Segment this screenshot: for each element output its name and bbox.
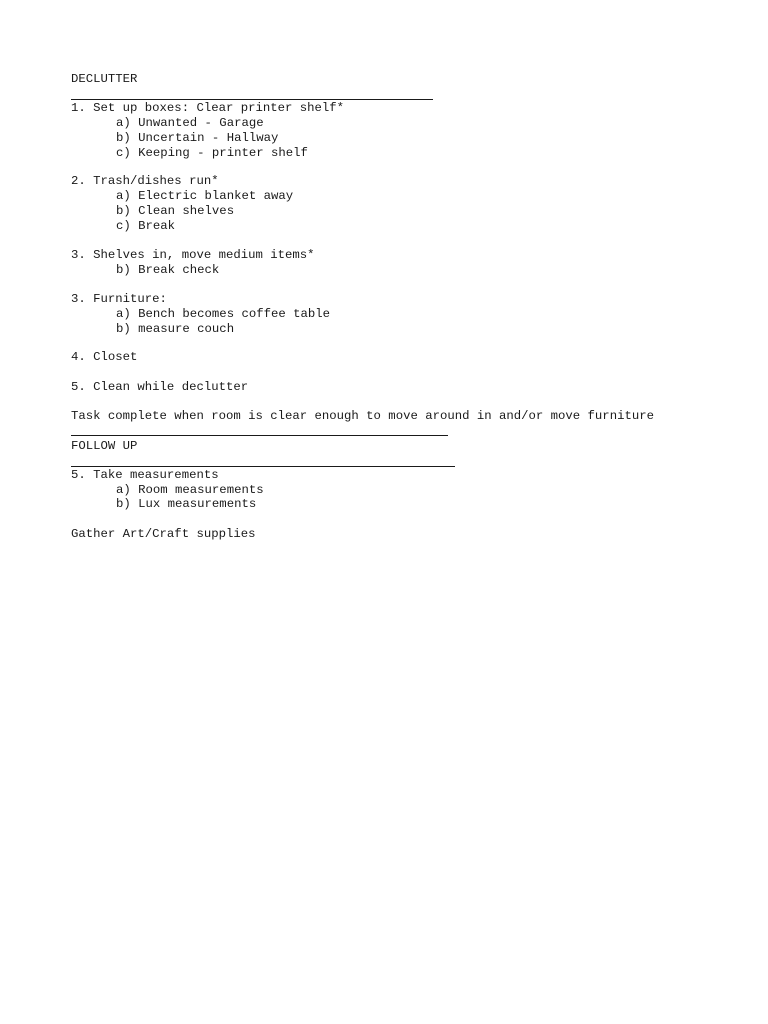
list-subitem: a) Bench becomes coffee table — [116, 307, 331, 321]
list-item: 3. Furniture: — [71, 292, 167, 306]
heading-follow-up: FOLLOW UP — [71, 439, 138, 453]
list-subitem: c) Keeping - printer shelf — [116, 146, 308, 160]
list-subitem: b) Clean shelves — [116, 204, 235, 218]
divider-declutter — [71, 99, 433, 100]
divider-follow-up — [71, 466, 455, 467]
heading-declutter: DECLUTTER — [71, 72, 138, 86]
list-subitem: c) Break — [116, 219, 176, 233]
list-subitem: a) Unwanted - Garage — [116, 116, 264, 130]
list-subitem: b) Lux measurements — [116, 497, 257, 511]
list-item: 3. Shelves in, move medium items* — [71, 248, 315, 262]
list-item: 5. Take measurements — [71, 468, 219, 482]
list-item: 1. Set up boxes: Clear printer shelf* — [71, 101, 345, 115]
completion-note: Task complete when room is clear enough to move around in and/or move furniture — [71, 409, 654, 423]
list-item: 4. Closet — [71, 350, 138, 364]
list-subitem: b) measure couch — [116, 322, 235, 336]
list-subitem: a) Room measurements — [116, 483, 264, 497]
divider-completion — [71, 435, 448, 436]
gather-note: Gather Art/Craft supplies — [71, 527, 256, 541]
list-subitem: b) Uncertain - Hallway — [116, 131, 279, 145]
list-item: 2. Trash/dishes run* — [71, 174, 219, 188]
list-subitem: b) Break check — [116, 263, 220, 277]
list-subitem: a) Electric blanket away — [116, 189, 294, 203]
list-item: 5. Clean while declutter — [71, 380, 249, 394]
